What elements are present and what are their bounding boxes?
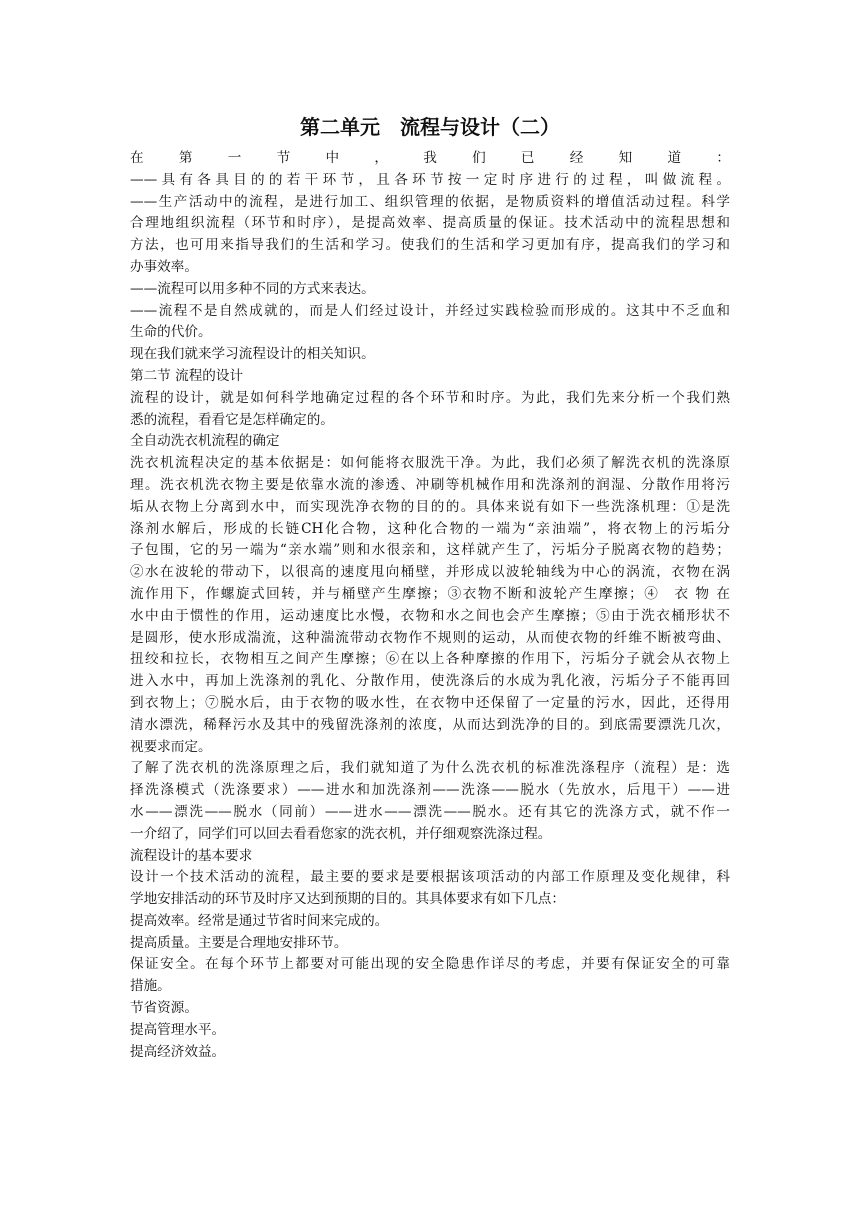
list-item: 保证安全。在每个环节上都要对可能出现的安全隐患作详尽的考虑，并要有保证安全的可靠 (130, 956, 730, 973)
page-title: 第二单元 流程与设计（二） (300, 115, 560, 139)
text-line: 是圆形，使水形成湍流，这种湍流带动衣物作不规则的运动，从而使衣物的纤维不断被弯曲、 (130, 629, 730, 646)
text-line: 视要求而定。 (130, 738, 212, 755)
list-item: 提高管理水平。 (130, 1021, 226, 1038)
text-line: 办事效率。 (130, 258, 198, 275)
text-line: 了解了洗衣机的洗涤原理之后，我们就知道了为什么洗衣机的标准洗涤程序（流程）是：选 (130, 760, 730, 777)
text-line: 进入水中，再加上洗涤剂的乳化、分散作用，使洗涤后的水成为乳化液，污垢分子不能再回 (130, 673, 730, 690)
text-line: ——生产活动中的流程，是进行加工、组织管理的依据，是物质资料的增值活动过程。科学 (130, 193, 730, 210)
list-item: 提高效率。经常是通过节省时间来完成的。 (130, 912, 389, 929)
text-line: 洗衣机流程决定的基本依据是：如何能将衣服洗干净。为此，我们必须了解洗衣机的洗涤原 (130, 455, 730, 472)
text-line: 措施。 (130, 978, 171, 995)
text-line: 扭绞和拉长，衣物相互之间产生摩擦；⑥在以上各种摩擦的作用下，污垢分子就会从衣物上 (130, 651, 730, 668)
text-line: ②水在波轮的带动下，以很高的速度甩向桶壁，并形成以波轮轴线为中心的涡流，衣物在涡 (130, 564, 730, 581)
text-line: 在第一节中，我们已经知道： (130, 150, 730, 166)
text-line: 择洗涤模式（洗涤要求）——进水和加洗涤剂——洗涤——脱水（先放水，后甩干）——进 (130, 782, 730, 799)
text-line: ——流程不是自然成就的，而是人们经过设计，并经过实践检验而形成的。这其中不乏血和 (130, 302, 730, 319)
text-line: 子包围，它的另一端为“亲水端”则和水很亲和，这样就产生了，污垢分子脱离衣物的趋势； (130, 542, 730, 559)
text-line: 清水漂洗，稀释污水及其中的残留洗涤剂的浓度，从而达到洗净的目的。到底需要漂洗几次， (130, 716, 730, 733)
text-line: 水中由于惯性的作用，运动速度比水慢，衣物和水之间也会产生摩擦；⑤由于洗衣桶形状不 (130, 607, 730, 624)
text-line: 方法，也可用来指导我们的生活和学习。使我们的生活和学习更加有序，提高我们的学习和 (130, 237, 730, 254)
body-text (130, 148, 730, 1063)
list-item: 提高质量。主要是合理地安排环节。 (130, 934, 348, 951)
text-line: ——具有各具目的的若干环节，且各环节按一定时序进行的过程，叫做流程。 (130, 171, 730, 188)
text-line: 到衣物上；⑦脱水后，由于衣物的吸水性，在衣物中还保留了一定量的污水，因此，还得用 (130, 694, 730, 711)
text-line: 垢从衣物上分离到水中，而实现洗净衣物的目的的。具体来说有如下一些洗涤机理：①是洗 (130, 498, 730, 515)
text-line: 悉的流程，看看它是怎样确定的。 (130, 411, 334, 428)
text-line: 一介绍了，同学们可以回去看看您家的洗衣机，并仔细观察洗涤过程。 (130, 825, 552, 842)
text-line: 合理地组织流程（环节和时序），是提高效率、提高质量的保证。技术活动中的流程思想和 (130, 215, 730, 232)
text-line: 涤剂水解后，形成的长链CH化合物，这种化合物的一端为“亲油端”，将衣物上的污垢分 (130, 520, 730, 537)
text-line: 流作用下，作螺旋式回转，并与桶壁产生摩擦；③衣物不断和波轮产生摩擦；④ 衣 物 在 (130, 585, 730, 602)
text-line: 学地安排活动的环节及时序又达到预期的目的。其具体要求有如下几点： (130, 891, 565, 908)
list-item: 提高经济效益。 (130, 1043, 226, 1060)
subsection-heading: 全自动洗衣机流程的确定 (130, 433, 280, 450)
subsection-heading: 流程设计的基本要求 (130, 847, 253, 864)
text-line: 设计一个技术活动的流程，最主要的要求是要根据该项活动的内部工作原理及变化规律，科 (130, 869, 730, 886)
text-line: 现在我们就来学习流程设计的相关知识。 (130, 346, 375, 363)
text-line: 理。洗衣机洗衣物主要是依靠水流的渗透、冲刷等机械作用和洗涤剂的润湿、分散作用将污 (130, 476, 730, 493)
document-page (130, 110, 730, 1063)
section-heading: 第二节 流程的设计 (130, 367, 244, 384)
text-line: ——流程可以用多种不同的方式来表达。 (130, 280, 375, 297)
text-line: 生命的代价。 (130, 324, 212, 341)
text-line: 水——漂洗——脱水（同前）——进水——漂洗——脱水。还有其它的洗涤方式，就不作一 (130, 803, 730, 820)
text-line: 流程的设计，就是如何科学地确定过程的各个环节和时序。为此，我们先来分析一个我们熟 (130, 389, 730, 406)
list-item: 节省资源。 (130, 1000, 198, 1017)
